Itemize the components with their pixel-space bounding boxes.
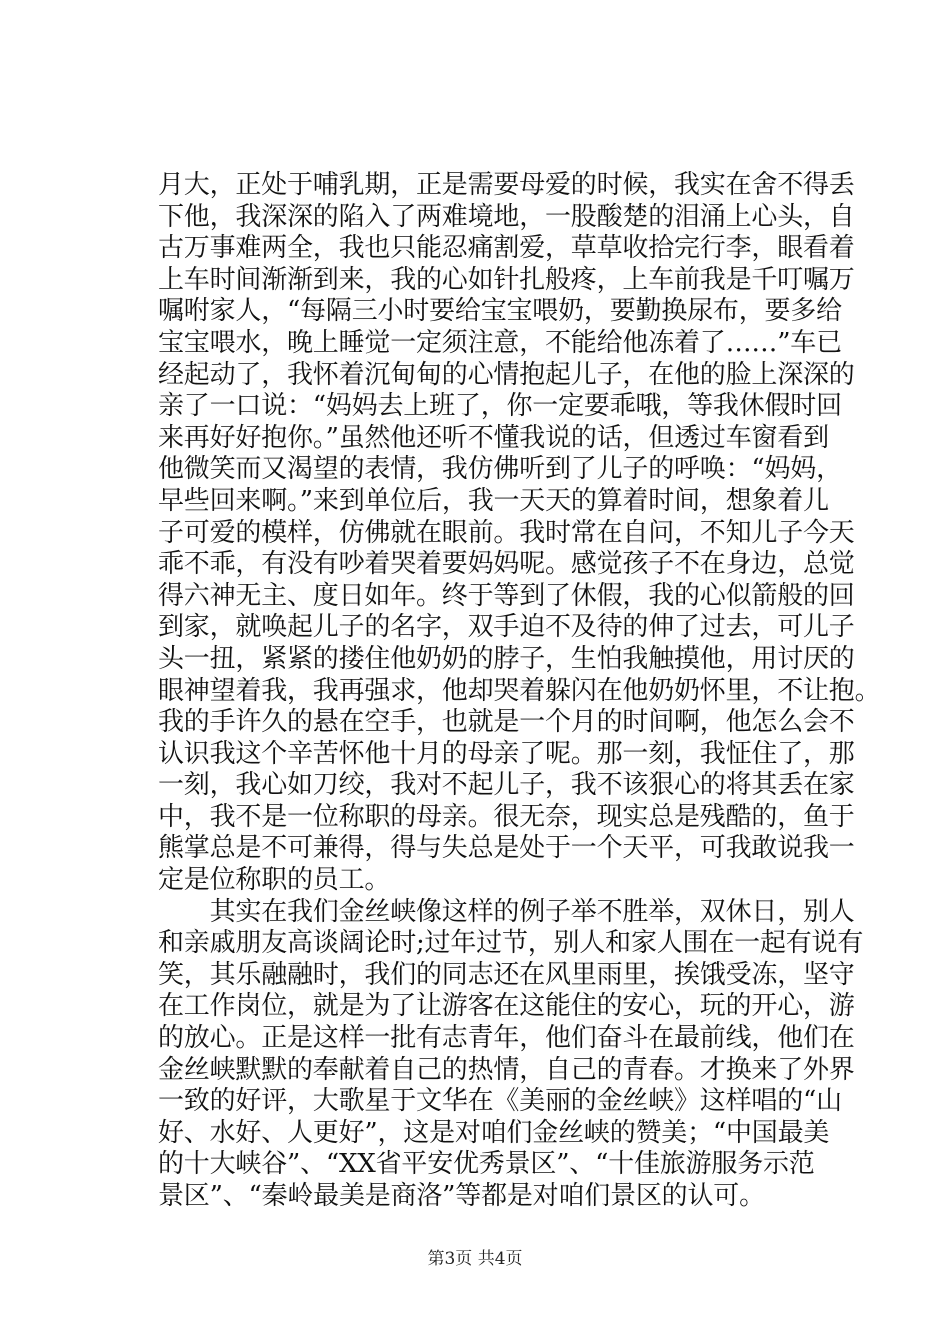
text-line: 下他，我深深的陷入了两难境地，一股酸楚的泪涌上心头，自 [158, 201, 855, 232]
text-line: 景区”、“秦岭最美是商洛”等都是对咱们景区的认可。 [158, 1181, 765, 1211]
text-line: 早些回来啊。”来到单位后，我一天天的算着时间，想象着儿 [158, 485, 829, 516]
text-line: 和亲戚朋友高谈阔论时;过年过节，别人和家人围在一起有说有 [158, 928, 864, 959]
text-line: 好、水好、人更好”，这是对咱们金丝峡的赞美；“中国最美 [158, 1117, 830, 1148]
text-line: 中，我不是一位称职的母亲。很无奈，现实总是残酷的，鱼于 [158, 801, 855, 832]
text-line: 认识我这个辛苦怀他十月的母亲了呢。那一刻，我怔住了，那 [158, 738, 855, 769]
text-line: 亲了一口说：“妈妈去上班了，你一定要乖哦，等我休假时回 [158, 391, 842, 422]
text-line: 上车时间渐渐到来，我的心如针扎般疼，上车前我是千叮嘱万 [158, 264, 855, 295]
text-line: 来再好好抱你。”虽然他还听不懂我说的话，但透过车窗看到 [158, 422, 829, 453]
body-text [158, 170, 881, 1213]
text-line: 的放心。正是这样一批有志青年，他们奋斗在最前线，他们在 [158, 1023, 855, 1054]
text-line: 定是位称职的员工。 [158, 865, 391, 896]
text-line: 金丝峡默默的奉献着自己的热情，自己的青春。才换来了外界 [158, 1054, 855, 1085]
text-line: 嘱咐家人，“每隔三小时要给宝宝喂奶，要勤换尿布，要多给 [158, 296, 842, 327]
text-line: 眼神望着我，我再强求，他却哭着躲闪在他奶奶怀里，不让抱。 [158, 675, 881, 706]
text-line: 到家，就唤起儿子的名字，双手迫不及待的伸了过去，可儿子 [158, 612, 855, 643]
text-line: 宝宝喂水，晚上睡觉一定须注意，不能给他冻着了……”车已 [158, 327, 842, 358]
text-line: 古万事难两全，我也只能忍痛割爱，草草收拾完行李，眼看着 [158, 233, 855, 264]
text-line: 头一扭，紧紧的搂住他奶奶的脖子，生怕我触摸他，用讨厌的 [158, 643, 855, 674]
text-line: 子可爱的模样，仿佛就在眼前。我时常在自问，不知儿子今天 [158, 517, 855, 548]
text-line: 一致的好评，大歌星于文华在《美丽的金丝峡》这样唱的“山 [158, 1086, 842, 1117]
text-line: 得六神无主、度日如年。终于等到了休假，我的心似箭般的回 [158, 580, 855, 611]
text-line: 在工作岗位，就是为了让游客在这能住的安心，玩的开心，游 [158, 991, 855, 1022]
page-footer: 第3页 共4页 [427, 1249, 523, 1269]
text-line: 其实在我们金丝峡像这样的例子举不胜举，双休日，别人 [158, 896, 855, 927]
text-line: 他微笑而又渴望的表情，我仿佛听到了儿子的呼唤：“妈妈， [158, 454, 842, 485]
text-line: 熊掌总是不可兼得，得与失总是处于一个天平，可我敢说我一 [158, 833, 855, 864]
text-line: 一刻，我心如刀绞，我对不起儿子，我不该狠心的将其丢在家 [158, 770, 855, 801]
text-line: 经起动了，我怀着沉甸甸的心情抱起儿子，在他的脸上深深的 [158, 359, 855, 390]
text-line: 笑，其乐融融时，我们的同志还在风里雨里，挨饿受冻，坚守 [158, 959, 855, 990]
text-line: 乖不乖，有没有吵着哭着要妈妈呢。感觉孩子不在身边，总觉 [158, 549, 855, 580]
text-line: 我的手许久的悬在空手，也就是一个月的时间啊，他怎么会不 [158, 707, 855, 738]
text-line: 月大，正处于哺乳期，正是需要母爱的时候，我实在舍不得丢 [158, 170, 855, 200]
text-line: 的十大峡谷”、“XX省平安优秀景区”、“十佳旅游服务示范 [158, 1149, 815, 1180]
